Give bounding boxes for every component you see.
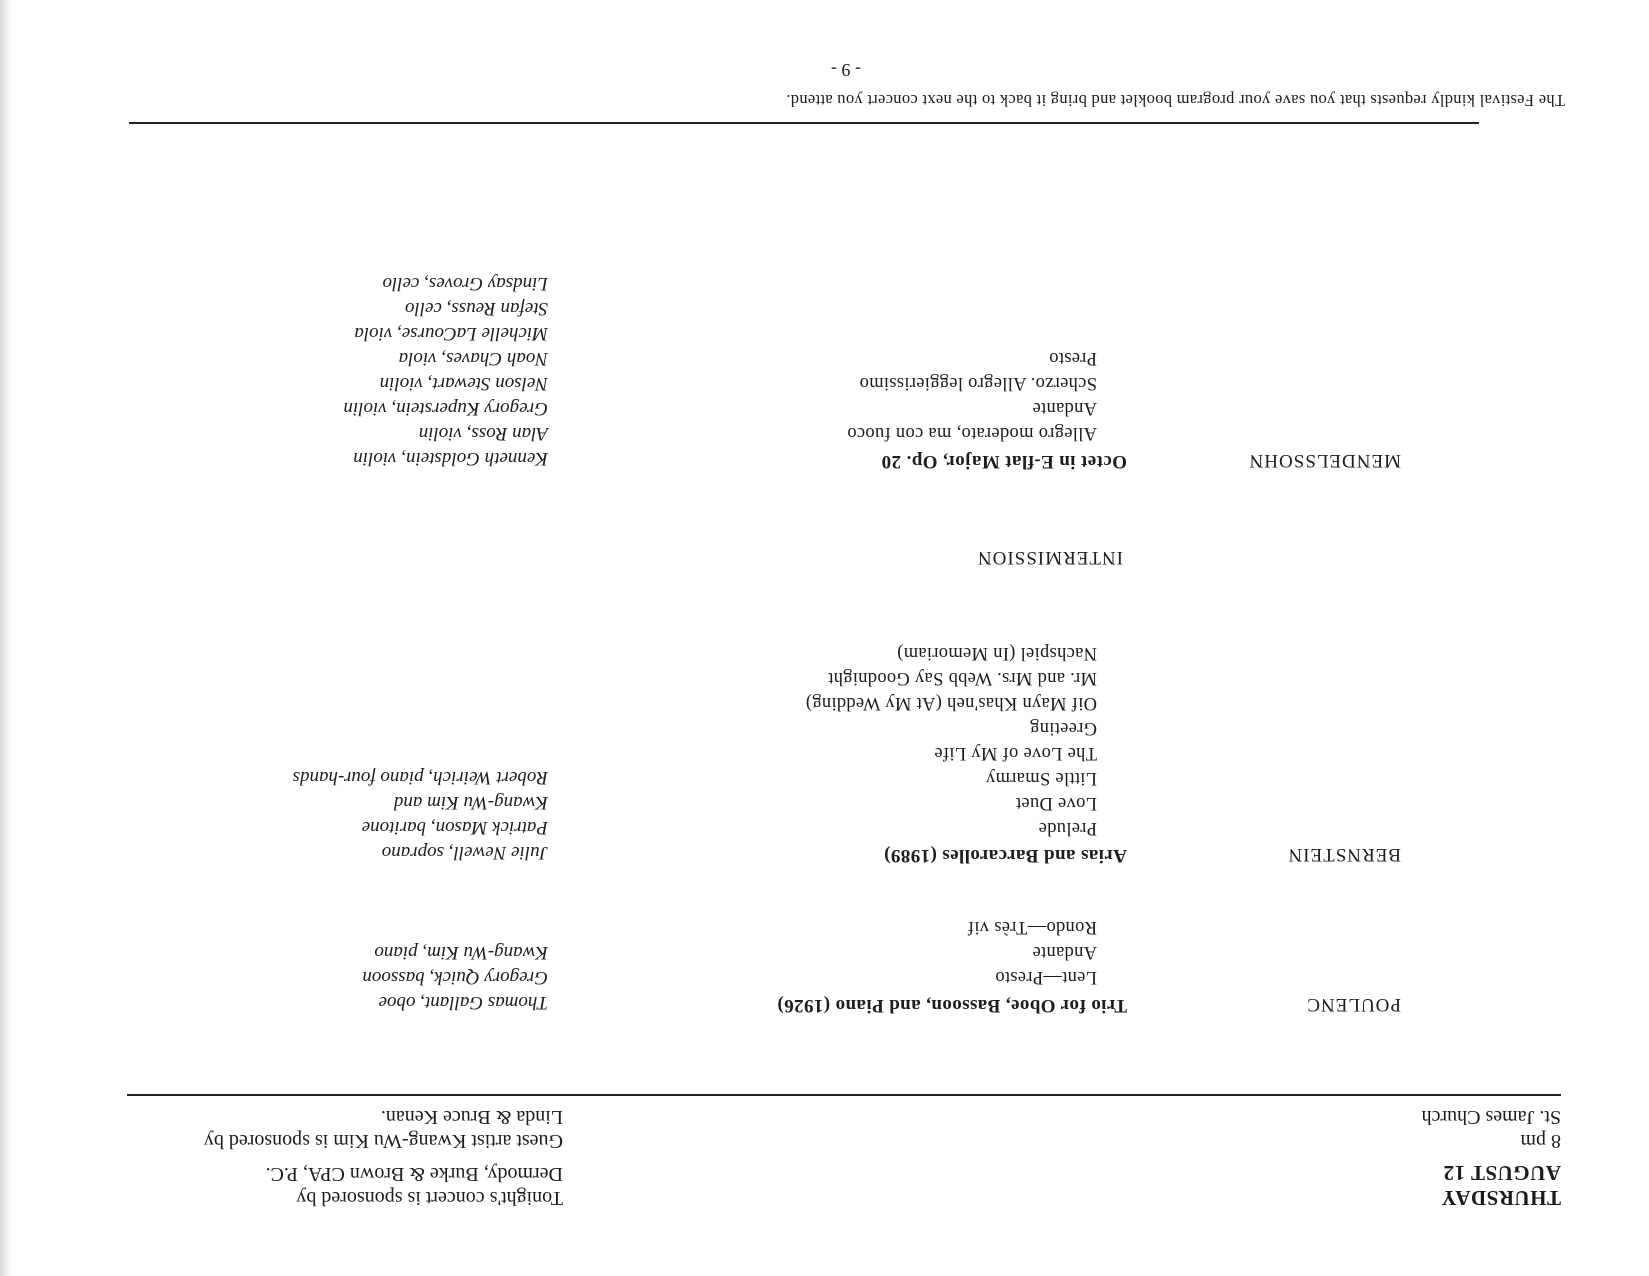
movement: Andante (1032, 942, 1097, 962)
performer: Thomas Gallant, oboe (378, 992, 548, 1013)
movement: Rondo—Très vif (967, 917, 1097, 937)
movements-mendelssohn (847, 345, 1097, 445)
movement: The Love of My Life (934, 743, 1097, 763)
performers-bernstein (293, 765, 548, 865)
performer: Kenneth Goldstein, violin (353, 448, 548, 469)
movement: Greeting (1029, 718, 1097, 738)
movements-poulenc (968, 914, 1097, 989)
performer: Robert Weirich, piano four-hands (292, 767, 548, 788)
performer: Nelson Stewart, violin (379, 373, 548, 394)
performer: Kwang-Wu Kim, piano (374, 942, 548, 963)
performers-mendelssohn (343, 271, 548, 471)
concert-date: AUGUST 12 (1443, 1161, 1561, 1185)
performers-poulenc (362, 940, 548, 1015)
movement: Oif Mayn Khas'neh (At My Wedding) (805, 693, 1097, 713)
sponsor-line-1: Tonight's concert is sponsored by (296, 1187, 563, 1209)
guest-sponsor-line-1: Guest artist Kwang-Wu Kim is sponsored by (203, 1130, 563, 1152)
movements-bernstein (806, 640, 1097, 840)
footer-note: The Festival kindly requests that you save your program booklet and bring it back to the next concert you attend. (786, 91, 1565, 110)
guest-sponsor-line-2: Linda & Bruce Kenan. (380, 1106, 563, 1128)
movement: Mr. and Mrs. Webb Say Goodnight (827, 668, 1097, 688)
performer: Alan Ross, violin (418, 423, 548, 444)
movement: Nachspiel (In Memoriam) (896, 643, 1097, 663)
page-number: - 9 - (831, 60, 861, 80)
intermission-label: INTERMISSION (976, 547, 1123, 568)
performer: Stefan Reuss, cello (405, 298, 548, 319)
performer: Gregory Kuperstein, violin (343, 398, 548, 419)
movement: Little Smarmy (985, 768, 1097, 788)
performer: Noah Chaves, viola (398, 348, 548, 369)
movement: Lent—Presto (995, 967, 1097, 987)
movement: Andante (1032, 398, 1097, 418)
footer-rule (129, 122, 1479, 124)
performer: Kwang-Wu Kim and (393, 792, 548, 813)
movement: Scherzo. Allegro leggierissimo (859, 373, 1097, 393)
sponsor-line-2: Dermody, Burke & Brown CPA, P.C. (265, 1163, 563, 1185)
movement: Presto (1048, 348, 1097, 368)
work-mendelssohn: Octet in E-flat Major, Op. 20 (881, 451, 1127, 472)
movement: Allegro moderato, ma con fuoco (847, 423, 1097, 443)
concert-time: 8 pm (1520, 1130, 1561, 1152)
performer: Gregory Quick, bassoon (362, 967, 548, 988)
movement: Prelude (1038, 818, 1097, 838)
work-bernstein: Arias and Barcarolles (1989) (883, 845, 1127, 866)
performer: Lindsay Groves, cello (382, 273, 548, 294)
movement: Love Duet (1015, 793, 1097, 813)
performer: Patrick Mason, baritone (361, 817, 548, 838)
concert-day: THURSDAY (1441, 1186, 1561, 1210)
performer: Julie Newell, soprano (381, 842, 548, 863)
work-poulenc: Trio for Oboe, Bassoon, and Piano (1926) (777, 995, 1127, 1016)
composer-poulenc: POULENC (1306, 994, 1401, 1015)
header-rule (127, 1094, 1561, 1096)
performer: Michelle LaCourse, viola (354, 323, 548, 344)
composer-bernstein: BERNSTEIN (1287, 844, 1401, 865)
composer-mendelssohn: MENDELSSOHN (1248, 450, 1401, 471)
concert-venue: St. James Church (1421, 1106, 1561, 1128)
